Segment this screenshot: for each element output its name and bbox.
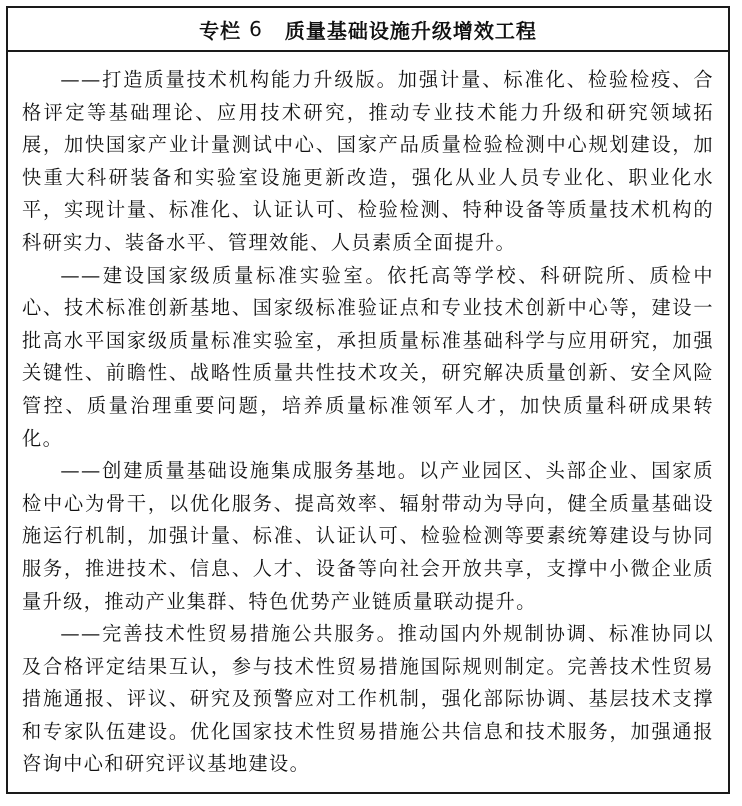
column-label: 专栏 [199,18,242,43]
paragraph-trade-measures: ——完善技术性贸易措施公共服务。推动国内外规制协调、标准协同以及合格评定结果互认，参与技术性贸易措施国际规则制定。完善技术性贸易措施通报、评议、研究及预警应对工作机制，强化部际协调、基层技术支撑和专家队伍建设。优化国家技术性贸易措施公共信息和技术服务，加强通报咨询中心和研究评议基地建设。 [22,622,714,776]
paragraph-upgrade-institutions: ——打造质量技术机构能力升级版。加强计量、标准化、检验检疫、合格评定等基础理论、应用技术研究，推动专业技术能力升级和研究领域拓展，加快国家产业计量测试中心、国家产品质量检验检测中心规划建设，加快重大科研装备和实验室设施更新改造，强化从业人员专业化、职业化水平，实现计量、标准化、认证认可、检验检测、特种设备等质量技术机构的科研实力、装备水平、管理效能、人员素质全面提升。 [22,68,714,254]
paragraph-national-labs: ——建设国家级质量标准实验室。依托高等学校、科研院所、质检中心、技术标准创新基地、国家级标准验证点和专业技术创新中心等，建设一批高水平国家级质量标准实验室，承担质量标准基础科学与应用研究，加强关键性、前瞻性、战略性质量共性技术攻关，研究解决质量创新、安全风险管控、质量治理重要问题，培养质量标准领军人才，加快质量科研成果转化。 [22,263,714,450]
column-box [6,6,730,794]
column-title: 质量基础设施升级增效工程 [284,18,537,43]
column-number: 6 [249,17,263,41]
paragraph-service-bases: ——创建质量基础设施集成服务基地。以产业园区、头部企业、国家质检中心为骨干，以优化服务、提高效率、辐射带动为导向，健全质量基础设施运行机制，加强计量、标准、认证认可、检验检测等要素统筹建设与协同服务，推进技术、信息、人才、设备等向社会开放共享，支撑中小微企业质量升级，推动产业集群、特色优势产业链质量联动提升。 [22,459,714,613]
column-content [8,52,728,781]
column-title-bar [8,8,728,52]
